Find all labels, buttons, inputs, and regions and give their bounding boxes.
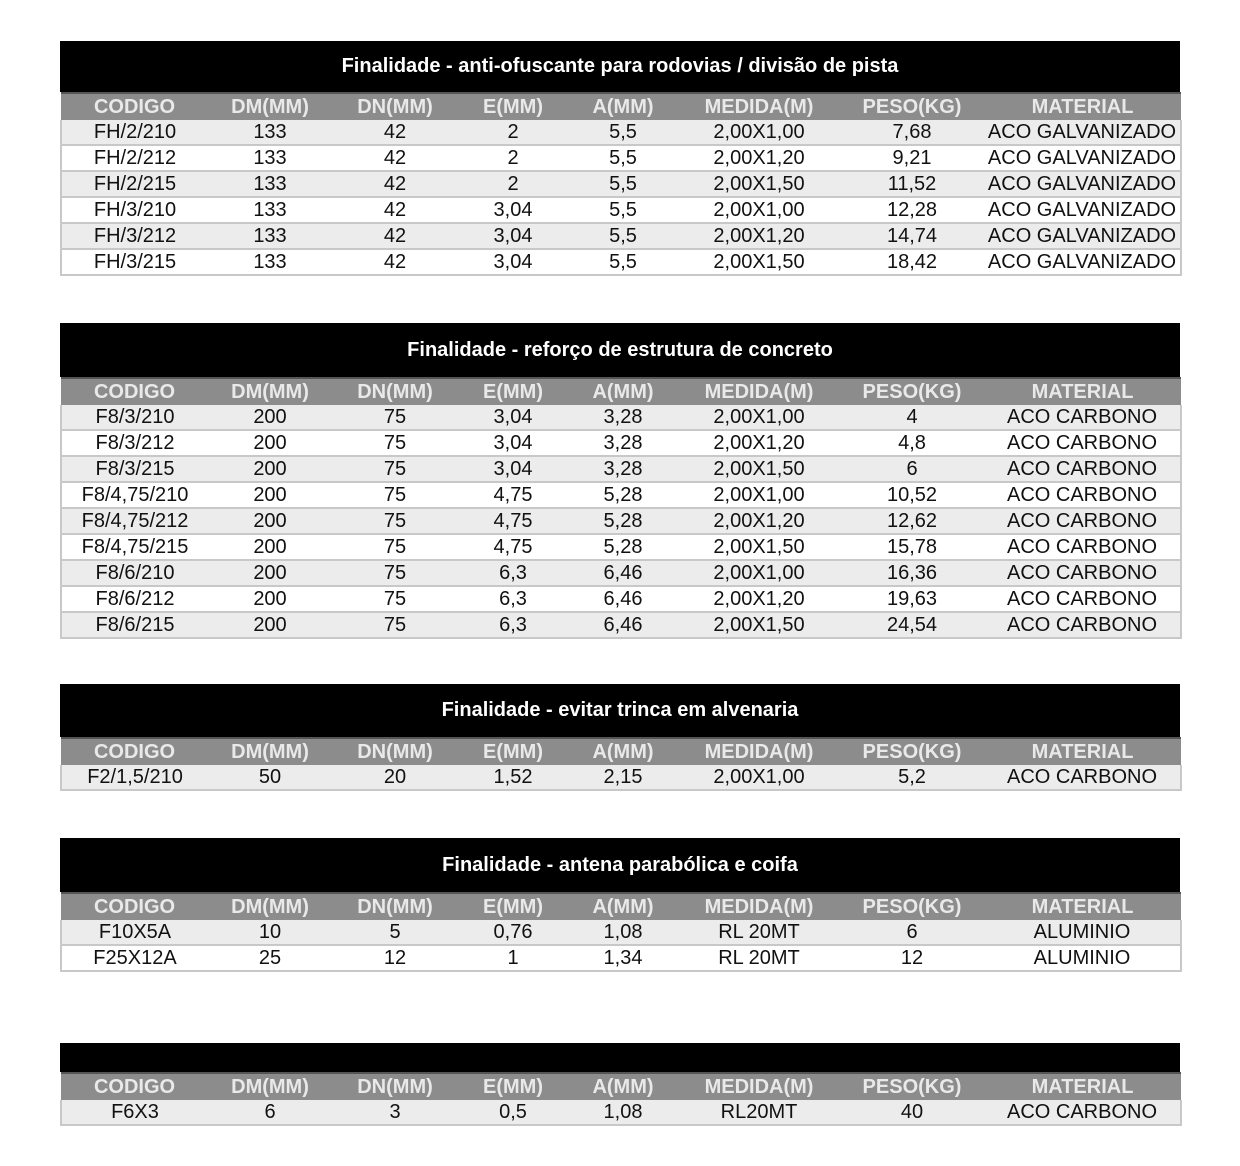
column-header: DM(MM) xyxy=(208,378,332,405)
table-row xyxy=(61,197,1181,223)
table-cell: 2,00X1,50 xyxy=(678,171,840,197)
table-cell: ALUMINIO xyxy=(984,920,1181,945)
header-row xyxy=(61,1073,1181,1100)
section-title: Finalidade - anti-ofuscante para rodovias / divisão de pista xyxy=(60,41,1180,92)
table-cell: 133 xyxy=(208,197,332,223)
table-cell: 7,68 xyxy=(840,120,984,145)
section-title: Finalidade - reforço de estrutura de concreto xyxy=(60,323,1180,377)
table-cell: 5,5 xyxy=(568,145,678,171)
column-header: CODIGO xyxy=(61,378,208,405)
column-header: DM(MM) xyxy=(208,893,332,920)
table-cell: 4 xyxy=(840,405,984,430)
section-title xyxy=(60,1043,1180,1072)
table-cell: ACO GALVANIZADO xyxy=(984,145,1181,171)
table-cell: 12,28 xyxy=(840,197,984,223)
column-header: MEDIDA(M) xyxy=(678,93,840,120)
column-header: MATERIAL xyxy=(984,93,1181,120)
table-cell: 75 xyxy=(332,560,458,586)
table-cell: 6,3 xyxy=(458,560,568,586)
table-cell: 3,04 xyxy=(458,456,568,482)
table-cell: FH/2/210 xyxy=(61,120,208,145)
column-header: CODIGO xyxy=(61,1073,208,1100)
table-cell: 200 xyxy=(208,534,332,560)
table-row xyxy=(61,945,1181,971)
table-cell: ACO GALVANIZADO xyxy=(984,120,1181,145)
table-row xyxy=(61,120,1181,145)
table-cell: 75 xyxy=(332,430,458,456)
table-cell: 24,54 xyxy=(840,612,984,638)
table-cell: 42 xyxy=(332,249,458,275)
table-row xyxy=(61,456,1181,482)
column-header: DM(MM) xyxy=(208,738,332,765)
table-cell: ACO GALVANIZADO xyxy=(984,171,1181,197)
header-row xyxy=(61,738,1181,765)
table-cell: 5,5 xyxy=(568,120,678,145)
table-cell: ACO CARBONO xyxy=(984,1100,1181,1125)
table-cell: 15,78 xyxy=(840,534,984,560)
table-cell: 200 xyxy=(208,586,332,612)
product-table xyxy=(60,1072,1182,1126)
column-header: MEDIDA(M) xyxy=(678,1073,840,1100)
table-cell: 6,46 xyxy=(568,586,678,612)
table-cell: 6,46 xyxy=(568,560,678,586)
table-cell: 75 xyxy=(332,456,458,482)
table-cell: 3,04 xyxy=(458,223,568,249)
table-block-2 xyxy=(60,323,1180,639)
table-cell: ACO CARBONO xyxy=(984,456,1181,482)
table-cell: 5,2 xyxy=(840,765,984,790)
table-cell: F8/4,75/212 xyxy=(61,508,208,534)
table-cell: 2,00X1,20 xyxy=(678,586,840,612)
table-row xyxy=(61,405,1181,430)
column-header: MATERIAL xyxy=(984,378,1181,405)
table-cell: 42 xyxy=(332,171,458,197)
table-cell: F8/4,75/215 xyxy=(61,534,208,560)
table-cell: 16,36 xyxy=(840,560,984,586)
table-cell: 2,00X1,20 xyxy=(678,223,840,249)
table-cell: 5,5 xyxy=(568,223,678,249)
table-row xyxy=(61,171,1181,197)
table-cell: RL20MT xyxy=(678,1100,840,1125)
column-header: DM(MM) xyxy=(208,1073,332,1100)
table-cell: ACO CARBONO xyxy=(984,482,1181,508)
table-cell: 25 xyxy=(208,945,332,971)
table-cell: 2 xyxy=(458,145,568,171)
table-cell: ACO CARBONO xyxy=(984,534,1181,560)
table-cell: ACO CARBONO xyxy=(984,508,1181,534)
table-cell: 3,04 xyxy=(458,249,568,275)
column-header: A(MM) xyxy=(568,378,678,405)
table-row xyxy=(61,430,1181,456)
table-cell: ACO CARBONO xyxy=(984,560,1181,586)
table-cell: F8/4,75/210 xyxy=(61,482,208,508)
table-cell: F8/6/215 xyxy=(61,612,208,638)
table-cell: 200 xyxy=(208,430,332,456)
table-cell: 5,5 xyxy=(568,171,678,197)
column-header: DM(MM) xyxy=(208,93,332,120)
column-header: DN(MM) xyxy=(332,93,458,120)
table-cell: 133 xyxy=(208,249,332,275)
header-row xyxy=(61,378,1181,405)
product-table xyxy=(60,892,1182,972)
table-block-3 xyxy=(60,684,1180,791)
table-cell: 2,00X1,50 xyxy=(678,612,840,638)
table-cell: 75 xyxy=(332,405,458,430)
column-header: CODIGO xyxy=(61,93,208,120)
table-row xyxy=(61,508,1181,534)
table-cell: 200 xyxy=(208,482,332,508)
table-cell: 200 xyxy=(208,405,332,430)
table-cell: 5,28 xyxy=(568,482,678,508)
table-row xyxy=(61,560,1181,586)
column-header: PESO(KG) xyxy=(840,378,984,405)
table-cell: 3,04 xyxy=(458,405,568,430)
column-header: DN(MM) xyxy=(332,1073,458,1100)
table-cell: 6,3 xyxy=(458,586,568,612)
table-cell: 42 xyxy=(332,145,458,171)
column-header: E(MM) xyxy=(458,378,568,405)
table-row xyxy=(61,765,1181,790)
table-row xyxy=(61,482,1181,508)
table-cell: F8/3/215 xyxy=(61,456,208,482)
table-cell: F8/3/210 xyxy=(61,405,208,430)
table-cell: ACO CARBONO xyxy=(984,405,1181,430)
table-cell: 2,15 xyxy=(568,765,678,790)
table-cell: 3,28 xyxy=(568,430,678,456)
product-table xyxy=(60,92,1182,276)
table-cell: 4,8 xyxy=(840,430,984,456)
table-cell: RL 20MT xyxy=(678,920,840,945)
table-cell: FH/3/215 xyxy=(61,249,208,275)
table-cell: 75 xyxy=(332,612,458,638)
table-cell: 1,08 xyxy=(568,920,678,945)
table-cell: ALUMINIO xyxy=(984,945,1181,971)
table-cell: 4,75 xyxy=(458,508,568,534)
table-cell: FH/2/215 xyxy=(61,171,208,197)
section-title: Finalidade - antena parabólica e coifa xyxy=(60,838,1180,892)
table-cell: 2,00X1,00 xyxy=(678,482,840,508)
table-cell: ACO CARBONO xyxy=(984,430,1181,456)
table-cell: F10X5A xyxy=(61,920,208,945)
table-cell: 11,52 xyxy=(840,171,984,197)
table-cell: 9,21 xyxy=(840,145,984,171)
table-cell: F25X12A xyxy=(61,945,208,971)
table-cell: 4,75 xyxy=(458,534,568,560)
table-cell: 3,04 xyxy=(458,197,568,223)
table-cell: 5,28 xyxy=(568,534,678,560)
table-cell: ACO CARBONO xyxy=(984,612,1181,638)
table-row xyxy=(61,145,1181,171)
table-cell: 200 xyxy=(208,456,332,482)
table-cell: 18,42 xyxy=(840,249,984,275)
column-header: E(MM) xyxy=(458,738,568,765)
column-header: PESO(KG) xyxy=(840,738,984,765)
table-cell: 50 xyxy=(208,765,332,790)
column-header: MEDIDA(M) xyxy=(678,893,840,920)
table-cell: 2,00X1,00 xyxy=(678,765,840,790)
table-cell: 42 xyxy=(332,120,458,145)
column-header: A(MM) xyxy=(568,893,678,920)
column-header: A(MM) xyxy=(568,1073,678,1100)
table-cell: 2,00X1,20 xyxy=(678,430,840,456)
table-cell: 3 xyxy=(332,1100,458,1125)
header-row xyxy=(61,93,1181,120)
column-header: A(MM) xyxy=(568,93,678,120)
table-cell: 2,00X1,00 xyxy=(678,197,840,223)
table-cell: 3,04 xyxy=(458,430,568,456)
table-cell: 12 xyxy=(840,945,984,971)
table-cell: 133 xyxy=(208,120,332,145)
table-cell: 75 xyxy=(332,534,458,560)
column-header: PESO(KG) xyxy=(840,893,984,920)
table-cell: ACO CARBONO xyxy=(984,765,1181,790)
table-cell: 5 xyxy=(332,920,458,945)
section-title: Finalidade - evitar trinca em alvenaria xyxy=(60,684,1180,737)
table-cell: 2,00X1,50 xyxy=(678,249,840,275)
column-header: DN(MM) xyxy=(332,893,458,920)
column-header: MATERIAL xyxy=(984,893,1181,920)
table-cell: 10,52 xyxy=(840,482,984,508)
table-row xyxy=(61,1100,1181,1125)
table-cell: 6,46 xyxy=(568,612,678,638)
column-header: CODIGO xyxy=(61,738,208,765)
table-cell: 2,00X1,50 xyxy=(678,534,840,560)
column-header: E(MM) xyxy=(458,893,568,920)
table-block-1 xyxy=(60,41,1180,276)
table-cell: 2,00X1,00 xyxy=(678,560,840,586)
table-cell: 75 xyxy=(332,586,458,612)
table-cell: 2,00X1,00 xyxy=(678,405,840,430)
column-header: DN(MM) xyxy=(332,378,458,405)
table-cell: ACO CARBONO xyxy=(984,586,1181,612)
table-cell: F8/3/212 xyxy=(61,430,208,456)
product-table xyxy=(60,377,1182,639)
table-cell: 19,63 xyxy=(840,586,984,612)
table-cell: 75 xyxy=(332,482,458,508)
table-row xyxy=(61,920,1181,945)
column-header: MATERIAL xyxy=(984,1073,1181,1100)
column-header: E(MM) xyxy=(458,1073,568,1100)
table-cell: 1,08 xyxy=(568,1100,678,1125)
table-cell: 200 xyxy=(208,612,332,638)
table-cell: 2 xyxy=(458,120,568,145)
table-cell: RL 20MT xyxy=(678,945,840,971)
table-cell: ACO GALVANIZADO xyxy=(984,223,1181,249)
column-header: PESO(KG) xyxy=(840,1073,984,1100)
product-table xyxy=(60,737,1182,791)
table-cell: FH/3/212 xyxy=(61,223,208,249)
table-cell: 133 xyxy=(208,145,332,171)
table-cell: 5,5 xyxy=(568,197,678,223)
table-cell: 133 xyxy=(208,171,332,197)
table-cell: 0,76 xyxy=(458,920,568,945)
table-cell: F8/6/210 xyxy=(61,560,208,586)
table-cell: ACO GALVANIZADO xyxy=(984,249,1181,275)
table-block-5 xyxy=(60,1043,1180,1126)
table-row xyxy=(61,534,1181,560)
table-cell: FH/2/212 xyxy=(61,145,208,171)
table-cell: 5,28 xyxy=(568,508,678,534)
table-cell: 1,34 xyxy=(568,945,678,971)
table-cell: 200 xyxy=(208,508,332,534)
table-cell: F6X3 xyxy=(61,1100,208,1125)
column-header: E(MM) xyxy=(458,93,568,120)
table-cell: 2 xyxy=(458,171,568,197)
table-row xyxy=(61,223,1181,249)
table-cell: 1 xyxy=(458,945,568,971)
table-cell: 4,75 xyxy=(458,482,568,508)
table-cell: 42 xyxy=(332,223,458,249)
table-cell: 3,28 xyxy=(568,405,678,430)
table-cell: 3,28 xyxy=(568,456,678,482)
table-cell: 10 xyxy=(208,920,332,945)
table-cell: F8/6/212 xyxy=(61,586,208,612)
table-cell: 2,00X1,50 xyxy=(678,456,840,482)
column-header: A(MM) xyxy=(568,738,678,765)
header-row xyxy=(61,893,1181,920)
table-block-4 xyxy=(60,838,1180,972)
table-cell: 6 xyxy=(840,920,984,945)
table-cell: 20 xyxy=(332,765,458,790)
table-cell: 0,5 xyxy=(458,1100,568,1125)
table-cell: 42 xyxy=(332,197,458,223)
table-cell: 133 xyxy=(208,223,332,249)
table-cell: 12,62 xyxy=(840,508,984,534)
table-cell: FH/3/210 xyxy=(61,197,208,223)
column-header: PESO(KG) xyxy=(840,93,984,120)
table-cell: F2/1,5/210 xyxy=(61,765,208,790)
column-header: MATERIAL xyxy=(984,738,1181,765)
table-cell: 200 xyxy=(208,560,332,586)
table-cell: 6,3 xyxy=(458,612,568,638)
table-row xyxy=(61,249,1181,275)
column-header: CODIGO xyxy=(61,893,208,920)
table-row xyxy=(61,586,1181,612)
column-header: DN(MM) xyxy=(332,738,458,765)
column-header: MEDIDA(M) xyxy=(678,738,840,765)
table-cell: 5,5 xyxy=(568,249,678,275)
table-cell: 1,52 xyxy=(458,765,568,790)
table-cell: 6 xyxy=(208,1100,332,1125)
table-cell: 6 xyxy=(840,456,984,482)
table-cell: 12 xyxy=(332,945,458,971)
table-cell: 2,00X1,20 xyxy=(678,508,840,534)
table-cell: 2,00X1,00 xyxy=(678,120,840,145)
table-cell: ACO GALVANIZADO xyxy=(984,197,1181,223)
table-cell: 14,74 xyxy=(840,223,984,249)
table-row xyxy=(61,612,1181,638)
table-cell: 40 xyxy=(840,1100,984,1125)
column-header: MEDIDA(M) xyxy=(678,378,840,405)
table-cell: 75 xyxy=(332,508,458,534)
table-cell: 2,00X1,20 xyxy=(678,145,840,171)
